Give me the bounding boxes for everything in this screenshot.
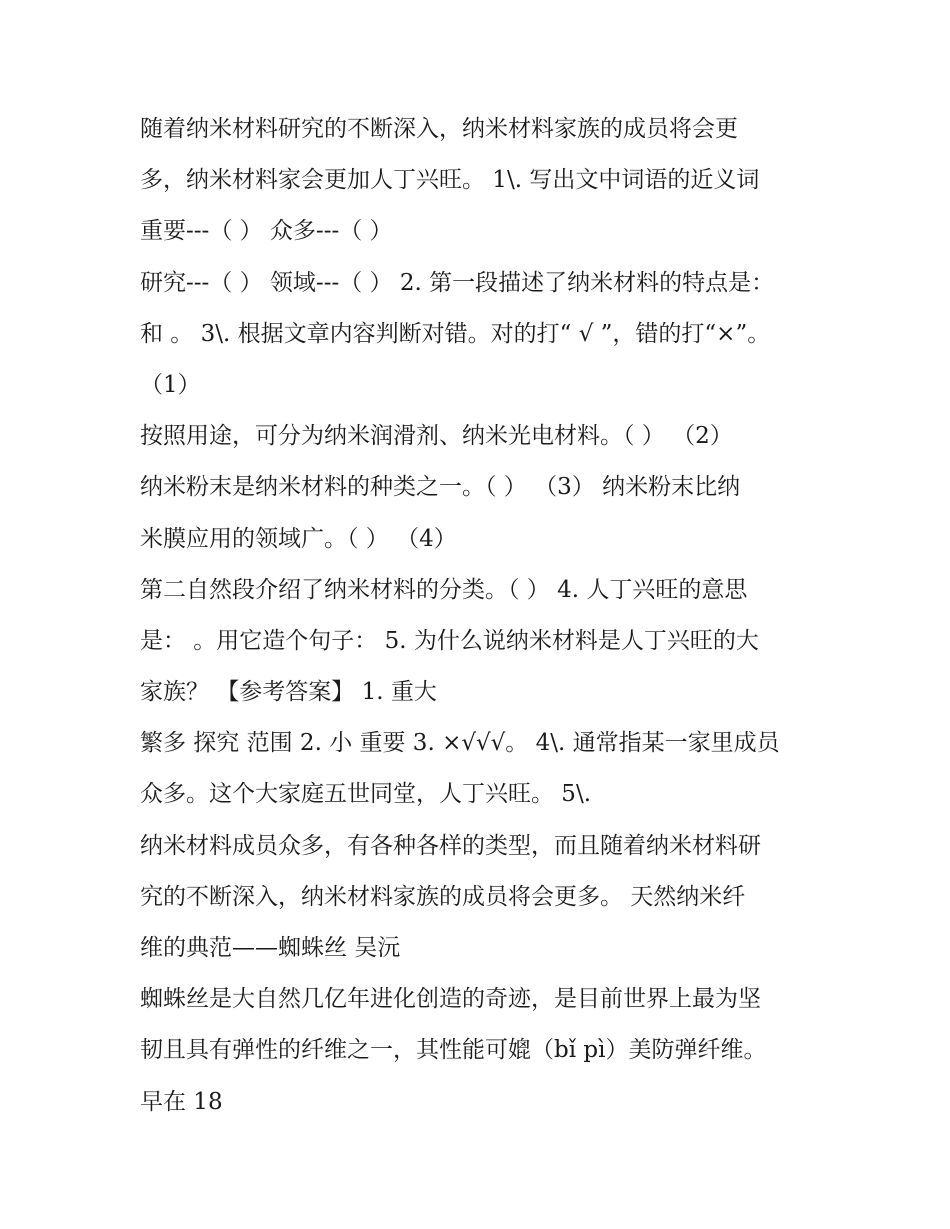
text-line: 家族？ 【参考答案】 1. 重大 <box>140 679 437 706</box>
text-line: 重要---（ ） 众多---（ ） <box>140 218 393 245</box>
text-line: 按照用途，可分为纳米润滑剂、纳米光电材料。（ ） （2） <box>140 423 733 450</box>
text-line: 纳米材料成员众多，有各种各样的类型，而且随着纳米材料研 <box>140 832 761 859</box>
document-body <box>140 104 830 1128</box>
text-line: 蜘蛛丝是大自然几亿年进化创造的奇迹，是目前世界上最为坚 <box>140 986 761 1013</box>
text-line: 众多。这个大家庭五世同堂，人丁兴旺。 5\. <box>140 781 592 808</box>
text-line: 繁多 探究 范围 2. 小 重要 3. ×√√√。 4\. 通常指某一家里成员 <box>140 730 780 757</box>
text-line: 多，纳米材料家会更加人丁兴旺。 1\. 写出文中词语的近义词 <box>140 167 760 194</box>
text-line: （1） <box>140 371 201 398</box>
text-line: 是： 。用它造个句子： 5. 为什么说纳米材料是人丁兴旺的大 <box>140 627 759 654</box>
text-line: 韧且具有弹性的纤维之一，其性能可媲（bǐ pì）美防弹纤维。 <box>140 1037 767 1064</box>
text-line: 米膜应用的领域广。（ ） （4） <box>140 525 457 552</box>
text-line: 究的不断深入，纳米材料家族的成员将会更多。 天然纳米纤 <box>140 883 746 910</box>
text-line: 研究---（ ） 领域---（ ） 2. 第一段描述了纳米材料的特点是： <box>140 269 775 296</box>
text-line: 纳米粉末是纳米材料的种类之一。（ ） （3） 纳米粉末比纳 <box>140 474 741 501</box>
text-line: 随着纳米材料研究的不断深入，纳米材料家族的成员将会更 <box>140 116 738 142</box>
text-line: 第二自然段介绍了纳米材料的分类。（ ） 4. 人丁兴旺的意思 <box>140 576 748 603</box>
text-line: 维的典范——蜘蛛丝 吴沅 <box>140 935 401 961</box>
text-line: 早在 18 <box>140 1088 223 1115</box>
text-line: 和 。 3\. 根据文章内容判断对错。对的打“ √ ”，错的打“×”。 <box>140 320 771 347</box>
